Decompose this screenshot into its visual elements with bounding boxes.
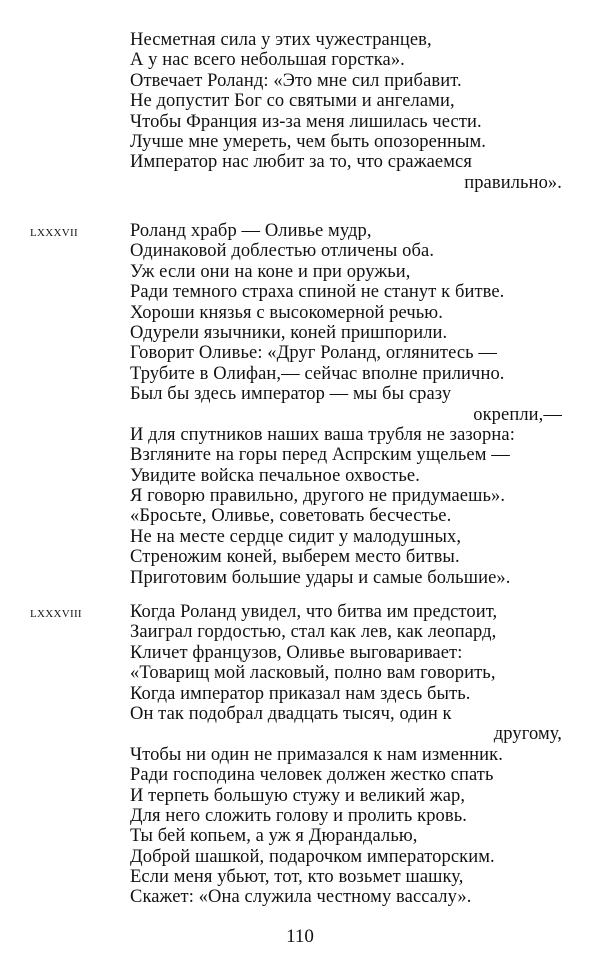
verse-line: Не на месте сердце сидит у малодушных, (130, 526, 462, 547)
verse-line: «Бросьте, Оливье, советовать бесчестье. (130, 506, 452, 527)
stanza-lines (130, 30, 562, 193)
verse-line: Я говорю правильно, другого не придумаешь». (130, 486, 506, 507)
verse-line-continuation: окрепли,— (473, 404, 562, 425)
verse-line: Для него сложить голову и пролить кровь. (130, 805, 467, 826)
verse-line: Чтобы ни один не примазался к нам изменник. (130, 744, 503, 765)
page-number: 110 (286, 926, 314, 947)
stanza-lines (130, 602, 562, 908)
verse-line: Хороши князья с высокомерной речью. (130, 302, 443, 323)
verse-line: Кличет французов, Оливье выговаривает: (130, 642, 463, 663)
verse-line: Несметная сила у этих чужестранцев, (130, 30, 432, 50)
verse-line: Заиграл гордостью, стал как лев, как леопард, (130, 622, 497, 643)
verse-line: Лучше мне умереть, чем быть опозоренным. (130, 131, 487, 152)
verse-line: Стреножим коней, выберем место битвы. (130, 547, 460, 568)
verse-line: «Товарищ мой ласковый, полно вам говорить, (130, 663, 496, 684)
verse-line: Увидите войска печальное охвостье. (130, 465, 420, 486)
verse-line: Ради темного страха спиной не станут к битве. (130, 282, 505, 303)
verse-line: И терпеть большую стужу и великий жар, (130, 785, 466, 806)
verse-line: Чтобы Франция из-за меня лишилась чести. (130, 111, 482, 132)
verse-line-continuation: правильно». (464, 172, 562, 193)
verse-line: Доброй шашкой, подарочком императорским. (130, 846, 495, 867)
verse-line: Если меня убьют, тот, кто возьмет шашку, (130, 867, 464, 888)
verse-line: Трубите в Олифан,— сейчас вполне прилично. (130, 363, 505, 384)
verse-line: Одинаковой доблестью отличены оба. (130, 241, 435, 262)
verse-line: Отвечает Роланд: «Это мне сил прибавит. (130, 70, 462, 91)
verse-line: Не допустит Бог со святыми и ангелами, (130, 91, 455, 112)
verse-line: Роланд храбр — Оливье мудр, (130, 221, 372, 241)
verse-line: Скажет: «Она служила честному вассалу». (130, 887, 472, 908)
verse-line: Ради господина человек должен жестко спать (130, 765, 494, 786)
verse-line: Взгляните на горы перед Аспрским ущельем — (130, 445, 510, 466)
verse-line: Был бы здесь император — мы бы сразу (130, 384, 452, 405)
verse-line: Говорит Оливье: «Друг Роланд, оглянитесь — (130, 343, 498, 364)
stanza-lines (130, 221, 562, 588)
verse-line-continuation: другому, (493, 724, 562, 745)
stanza-number: LXXXVII (30, 227, 78, 239)
verse-line: А у нас всего небольшая горстка». (130, 50, 405, 71)
verse-line: Когда император приказал нам здесь быть. (130, 683, 471, 704)
verse-line: И для спутников наших ваша трубля не зазорна: (130, 424, 515, 445)
verse-line: Ты бей копьем, а уж я Дюрандалью, (130, 826, 418, 847)
verse-line: Уж если они на коне и при оружьи, (130, 261, 411, 282)
verse-line: Одурели язычники, коней пришпорили. (130, 322, 448, 343)
verse-line: Он так подобрал двадцать тысяч, один к (130, 703, 452, 724)
verse-line: Приготовим большие удары и самые большие». (130, 567, 511, 588)
stanza-number: LXXXVIII (30, 608, 82, 620)
verse-line: Когда Роланд увидел, что битва им предстоит, (130, 602, 498, 622)
verse-line: Император нас любит за то, что сражаемся (130, 152, 472, 173)
